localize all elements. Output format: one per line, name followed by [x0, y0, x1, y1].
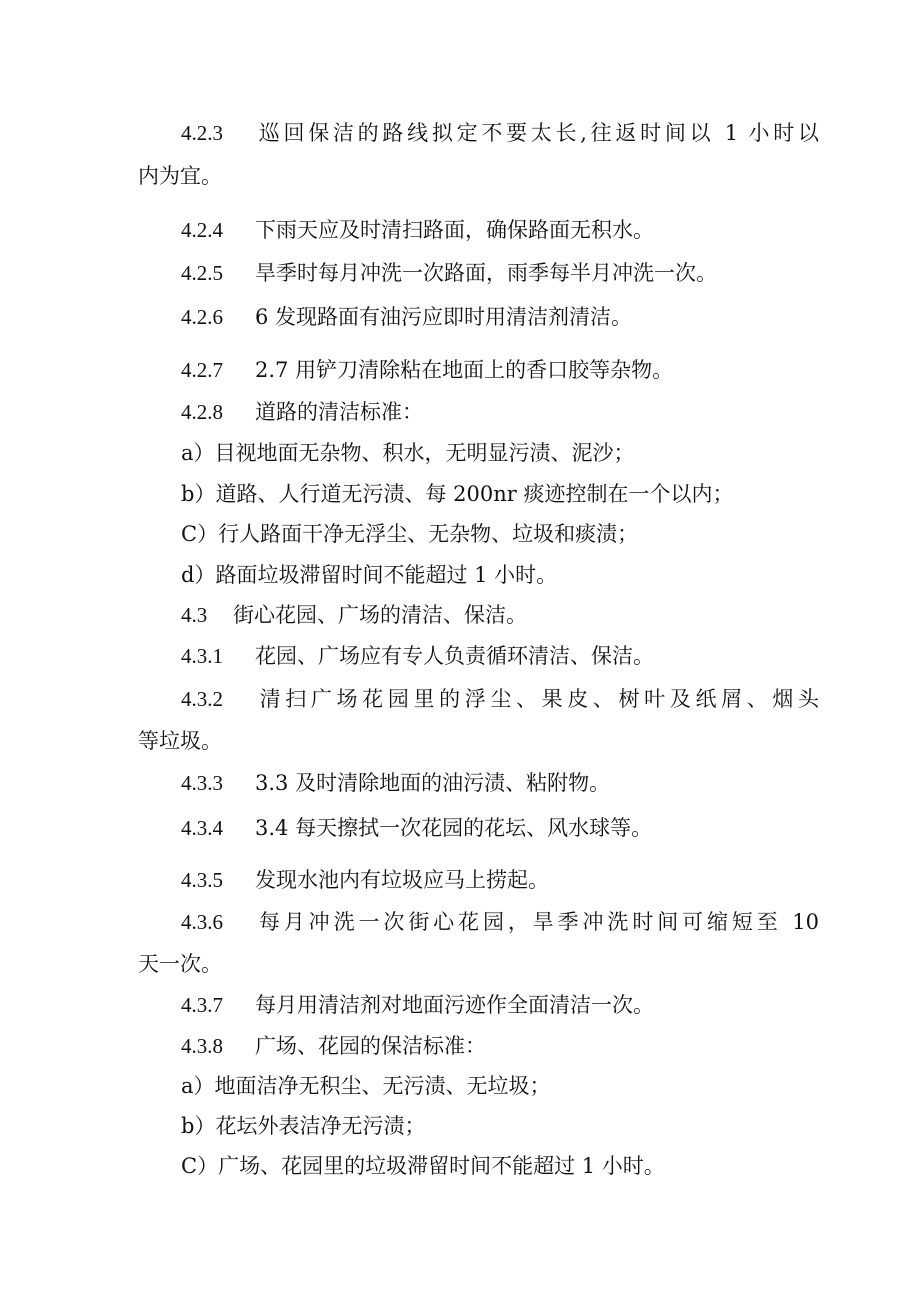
clause-number: 4.3.4 — [181, 816, 223, 840]
clause-text: 清扫广场花园里的浮尘、果皮、树叶及纸屑、烟头 — [255, 687, 819, 711]
paragraph-4-3-2 — [181, 685, 819, 713]
clause-number: 4.2.7 — [181, 358, 223, 382]
paragraph-4-3-2-continuation: 等垃圾。 — [138, 729, 222, 753]
clause-text: 发现水池内有垃圾应马上捞起。 — [255, 868, 549, 892]
paragraph-4-3-1 — [181, 642, 654, 670]
clause-number: 4.2.8 — [181, 400, 223, 424]
paragraph-4-3-6 — [181, 908, 819, 936]
list-item: C）行人路面干净无浮尘、无杂物、垃圾和痰渍； — [181, 522, 639, 546]
paragraph-4-2-3 — [181, 119, 819, 147]
paragraph-4-2-7 — [181, 356, 673, 384]
paragraph-4-3-4 — [181, 814, 652, 842]
clause-number: 4.3.6 — [181, 910, 223, 934]
clause-number: 4.3.7 — [181, 993, 223, 1017]
paragraph-4-3-7 — [181, 991, 654, 1019]
clause-number: 4.2.6 — [181, 305, 223, 329]
paragraph-4-2-4 — [181, 216, 654, 244]
clause-text: 街心花园、广场的清洁、保洁。 — [233, 603, 527, 627]
clause-number: 4.2.3 — [181, 121, 223, 145]
clause-text: 花园、广场应有专人负责循环清洁、保洁。 — [255, 644, 654, 668]
section-heading-4-3 — [181, 601, 527, 629]
clause-text: 2.7 用铲刀清除粘在地面上的香口胶等杂物。 — [255, 358, 674, 382]
paragraph-4-2-3-continuation: 内为宜。 — [138, 164, 222, 188]
paragraph-4-2-8 — [181, 398, 423, 426]
clause-text: 旱季时每月冲洗一次路面，雨季每半月冲洗一次。 — [255, 261, 717, 285]
clause-number: 4.3 — [181, 603, 208, 627]
paragraph-4-2-6 — [181, 303, 632, 331]
clause-text: 每月冲洗一次街心花园，旱季冲洗时间可缩短至 10 — [255, 910, 819, 934]
paragraph-4-3-3 — [181, 769, 610, 797]
clause-text: 广场、花园的保洁标准： — [255, 1034, 486, 1058]
clause-text: 每月用清洁剂对地面污迹作全面清洁一次。 — [255, 993, 654, 1017]
clause-text: 3.3 及时清除地面的油污渍、粘附物。 — [255, 771, 611, 795]
clause-text: 3.4 每天擦拭一次花园的花坛、风水球等。 — [255, 816, 653, 840]
clause-text: 道路的清洁标准： — [255, 400, 423, 424]
paragraph-4-3-6-continuation: 天一次。 — [138, 952, 222, 976]
list-item: d）路面垃圾滞留时间不能超过 1 小时。 — [181, 563, 558, 587]
list-item: b）花坛外表洁净无污渍； — [181, 1114, 426, 1138]
list-item: b）道路、人行道无污渍、每 200nr 痰迹控制在一个以内； — [181, 482, 734, 506]
clause-number: 4.2.4 — [181, 218, 223, 242]
paragraph-4-2-5 — [181, 259, 717, 287]
clause-text: 6 发现路面有油污应即时用清洁剂清洁。 — [255, 305, 633, 329]
clause-text: 巡回保洁的路线拟定不要太长,往返时间以 1 小时以 — [255, 121, 819, 145]
clause-number: 4.3.2 — [181, 687, 223, 711]
clause-number: 4.3.8 — [181, 1034, 223, 1058]
list-item: a）地面洁净无积尘、无污渍、无垃圾； — [181, 1074, 551, 1098]
list-item: C）广场、花园里的垃圾滞留时间不能超过 1 小时。 — [181, 1154, 665, 1178]
list-item: a）目视地面无杂物、积水，无明显污渍、泥沙； — [181, 441, 635, 465]
clause-text: 下雨天应及时清扫路面，确保路面无积水。 — [255, 218, 654, 242]
clause-number: 4.3.3 — [181, 771, 223, 795]
clause-number: 4.3.1 — [181, 644, 223, 668]
paragraph-4-3-8 — [181, 1032, 486, 1060]
clause-number: 4.3.5 — [181, 868, 223, 892]
paragraph-4-3-5 — [181, 866, 549, 894]
clause-number: 4.2.5 — [181, 261, 223, 285]
